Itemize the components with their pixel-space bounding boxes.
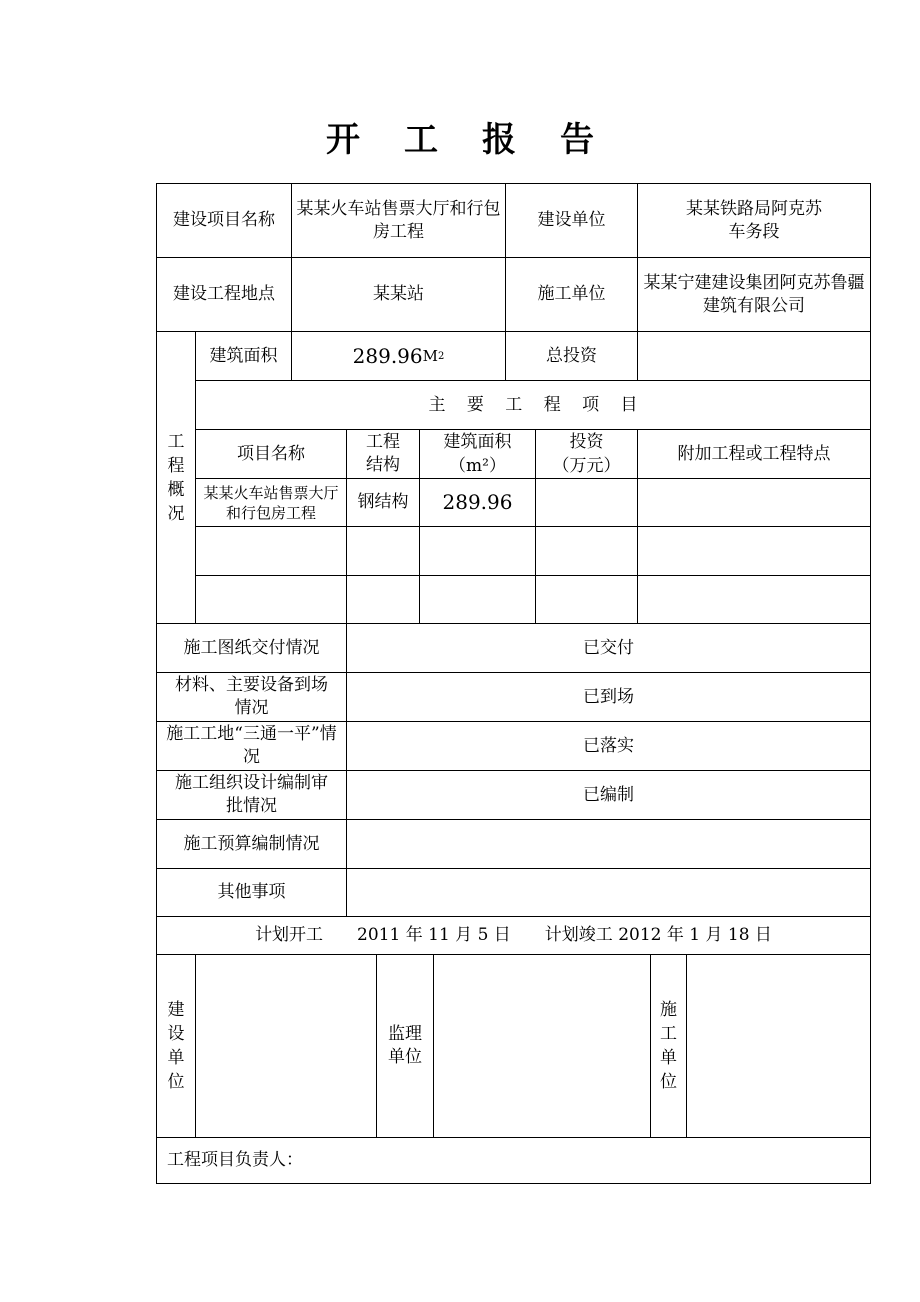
site-prep-label: 施工工地“三通一平”情况 [166,724,337,767]
supervisor-signature-label: 监理单位 [388,1024,422,1067]
owner-signature-area [196,955,376,1137]
materials-label: 材料、主要设备到场情况 [175,675,328,718]
design-approval-value: 已编制 [583,784,634,805]
overview-side-label: 工 程 概 况 [167,431,185,524]
drawings-label: 施工图纸交付情况 [183,637,320,658]
title-char: 工 [404,120,438,160]
col-investment: 投资 （万元） [552,432,621,476]
area-label: 建筑面积 [209,345,278,366]
table-row-structure: 钢结构 [357,492,409,512]
total-investment-label: 总投资 [546,345,597,366]
col-project-name: 项目名称 [237,443,305,464]
budget-value [347,820,870,868]
col-extra: 附加工程或工程特点 [677,443,831,464]
owner-signature-label: 建 设 单 位 [167,1000,185,1092]
main-projects-heading: 主 要 工 程 项 目 [428,394,638,415]
table-row-extra [638,479,870,526]
owner-unit-label: 建设单位 [537,210,606,230]
page-title [0,112,920,161]
owner-unit-value: 某某铁路局阿克苏车务段 [686,198,822,242]
table-row-investment [536,479,637,526]
supervisor-signature-area [434,955,650,1137]
budget-label: 施工预算编制情况 [183,833,320,854]
site-location-label: 建设工程地点 [173,284,275,304]
other-matters-value [347,869,870,916]
contractor-label: 施工单位 [537,284,606,304]
project-name-label: 建设项目名称 [173,210,275,230]
title-char: 报 [482,120,516,160]
title-char: 开 [326,120,360,160]
schedule-line: 计划开工 2011 年 11 月 5 日 计划竣工 2012 年 1 月 18 日 [255,925,772,945]
title-char: 告 [560,120,594,160]
contractor-signature-area [687,955,870,1137]
col-structure: 工程结构 [366,432,400,475]
table-row-area: 289.96 [442,490,513,514]
project-name-value: 某某火车站售票大厅和行包房工程 [296,198,501,242]
total-investment-value [638,332,870,380]
other-matters-label: 其他事项 [217,882,286,902]
col-area: 建筑面积 （m²） [443,432,512,476]
contractor-signature-label: 施 工 单 位 [660,1000,677,1092]
table-row-name: 某某火车站售票大厅和行包房工程 [203,483,339,522]
site-prep-value: 已落实 [583,735,634,756]
area-value: 289.96 M 2 [352,343,445,368]
project-manager-label: 工程项目负责人： [167,1150,303,1170]
contractor-value: 某某宁建建设集团阿克苏鲁疆建筑有限公司 [643,272,865,316]
site-location-value: 某某站 [373,284,424,304]
materials-value: 已到场 [583,686,634,707]
drawings-value: 已交付 [583,637,634,658]
design-approval-label: 施工组织设计编制审批情况 [175,773,328,816]
